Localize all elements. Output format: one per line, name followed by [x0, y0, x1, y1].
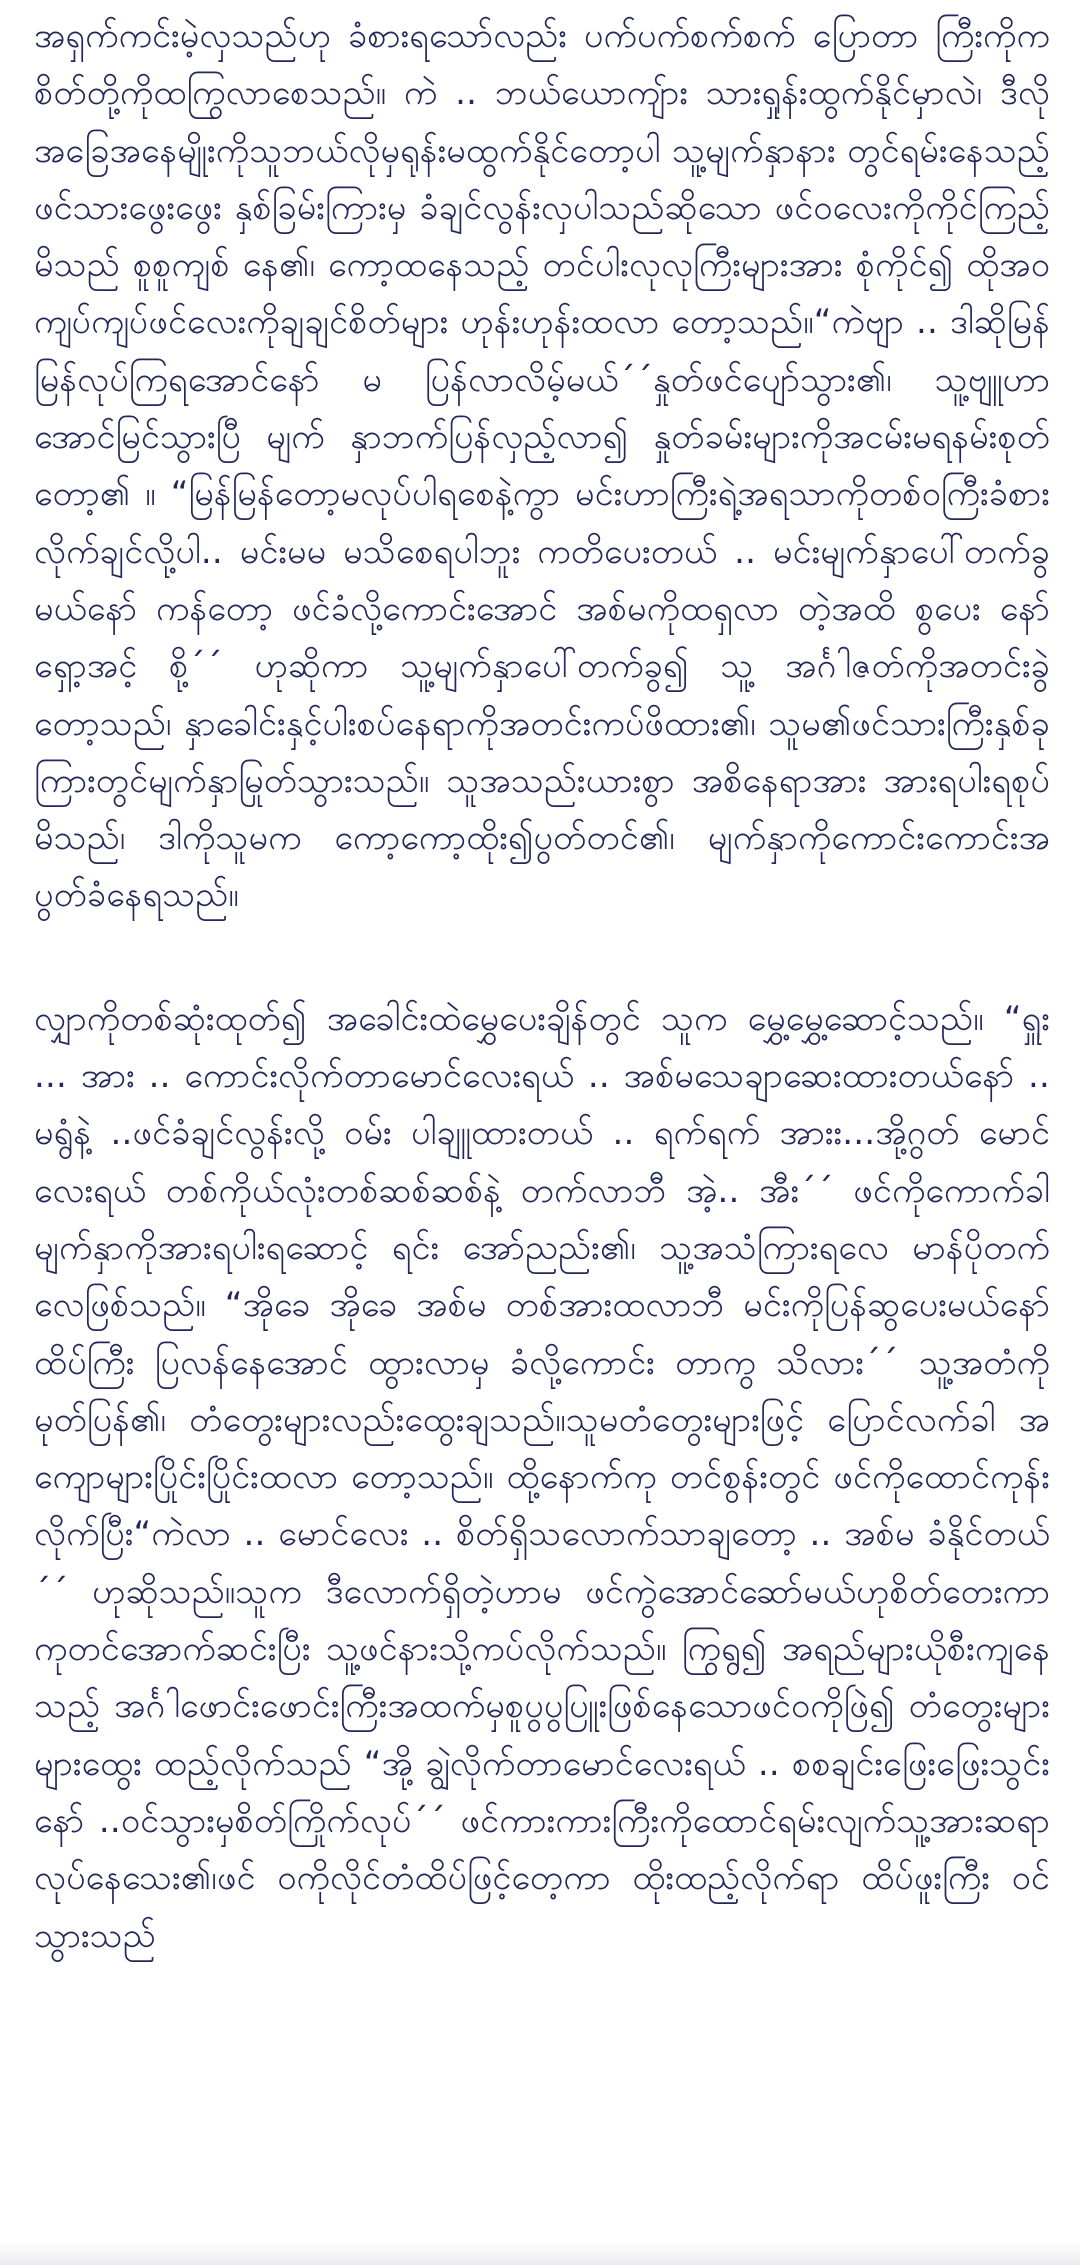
story-paragraph-2: လျှာကိုတစ်ဆုံးထုတ်၍ အခေါင်းထဲမွှေပေးချိန်တွင် သူက မွှေ့မွှေ့ဆောင့်သည်။ “ရှူး ... အား .. ကောင်းလိုက်တာမောင်လေးရယ် .. အစ်မသေချာဆေးထားတယ်နော် .. မရွံနဲ့ ..ဖင်ခံချင်လွန်းလို့ ဝမ်း ပါချူထားတယ် .. ရက်ရက် အားး...အို့ဂွတ် မောင်လေးရယ် တစ်ကိုယ်လုံးတစ်ဆစ်ဆစ်နဲ့ တက်လာဘီ အဲ့.. အီး´´ ဖင်ကိုကောက်ခါ မျက်နှာကိုအားရပါးရဆောင့် ရင်း အော်ညည်း၏၊ သူ့အသံကြားရလေ မာန်ပိုတက်လေဖြစ်သည်။ “အိုခေ အိုခေ အစ်မ တစ်အားထလာဘီ မင်းကိုပြန်ဆွပေးမယ်နော် ထိပ်ကြီး ပြလန်နေအောင် ထွားလာမှ ခံလို့ကောင်း တာကွ သိလား´´ သူ့အတံကို မုတ်ပြန်၏၊ တံတွေးများလည်းထွေးချသည်။သူမတံတွေးများဖြင့် ပြောင်လက်ခါ အကျောများပြိုင်းပြိုင်းထလာ တော့သည်။ ထို့နောက်ကု တင်စွန်းတွင် ဖင်ကိုထောင်ကုန်းလိုက်ပြီး“ကဲလာ .. မောင်လေး .. စိတ်ရှိသလောက်သာချတော့ .. အစ်မ ခံနိုင်တယ် ´´ ဟုဆိုသည်။သူက ဒီလောက်ရှိတဲ့ဟာမ ဖင်ကွဲအောင်ဆော်မယ်ဟုစိတ်တေးကာ ကုတင်အောက်ဆင်းပြီး သူ့ဖင်နားသို့ကပ်လိုက်သည်။ ကြွရွ၍ အရည်များယိုစီးကျနေသည့် အင်္ဂါဖောင်းဖောင်းကြီးအထက်မှစူပွပွပြူးဖြစ်နေသောဖင်ဝကိုဖြဲ၍ တံတွေးများများထွေး ထည့်လိုက်သည် “အို့ ချွဲလိုက်တာမောင်လေးရယ် .. စစချင်းဖြေးဖြေးသွင်းနော် ..ဝင်သွားမှစိတ်ကြိုက်လုပ်´´ ဖင်ကားကားကြီးကိုထောင်ရမ်းလျက်သူ့အားဆရာလုပ်နေသေး၏၊ဖင် ဝကိုလိုင်တံထိပ်ဖြင့်တေ့ကာ ထိုးထည့်လိုက်ရာ ထိပ်ဖူးကြီး ဝင်သွားသည်: [34, 998, 1050, 1956]
story-paragraph-1: အရှက်ကင်းမဲ့လှသည်ဟု ခံစားရသော်လည်း ပက်ပက်စက်စက် ပြောတာ ကြီးကိုက စိတ်တို့ကိုထကြွလာစေသည်။ ကဲ .. ဘယ်ယောကျ်ား သားရှုန်းထွက်နိုင်မှာလဲ၊ ဒီလိုအခြေအနေမျိုးကိုသူဘယ်လိုမှရုန်းမထွက်နိုင်တော့ပါ သူ့မျက်နှာနား တွင်ရမ်းနေသည့် ဖင်သားဖွေးဖွေး နှစ်ခြမ်းကြားမှ ခံချင်လွန်းလှပါသည်ဆိုသော ဖင်ဝလေးကိုကိုင်ကြည့်မိသည် စူစူကျစ် နေ၏၊ ကော့ထနေသည့် တင်ပါးလုလုကြီးများအား စုံကိုင်၍ ထိုအဝကျပ်ကျပ်ဖင်လေးကိုချချင်စိတ်များ ဟုန်းဟုန်းထလာ တော့သည်။“ကဲဗျာ .. ဒါဆိုမြန်မြန်လုပ်ကြရအောင်နော် မ ပြန်လာလိမ့်မယ်´´နှုတ်ဖင်ပျော်သွား၏၊ သူ့ဗျူဟာအောင်မြင်သွားပြီ မျက် နှာဘက်ပြန်လှည့်လာ၍ နှုတ်ခမ်းများကိုအငမ်းမရနမ်းစုတ်တော့၏ ။ “မြန်မြန်တော့မလုပ်ပါရစေနဲ့ကွာ မင်းဟာကြီးရဲ့အရသာကိုတစ်ဝကြီးခံစားလိုက်ချင်လို့ပါ.. မင်းမမ မသိစေရပါဘူး ကတိပေးတယ် .. မင်းမျက်နှာပေါ်တက်ခွမယ်နော် ကန်တော့ ဖင်ခံလို့ကောင်းအောင် အစ်မကိုထရှလာ တဲ့အထိ စွပေး နော် ရှော့အင့် စို့´´ ဟုဆိုကာ သူ့မျက်နှာပေါ်တက်ခွ၍ သူ့ အင်္ဂါဇတ်ကိုအတင်းခွဲတော့သည်၊ နှာခေါင်းနှင့်ပါးစပ်နေရာကိုအတင်းကပ်ဖိထား၏၊ သူမ၏ဖင်သားကြီးနှစ်ခုကြားတွင်မျက်နှာမြုတ်သွားသည်။ သူအသည်းယားစွာ အစိနေရာအား အားရပါးရစုပ်မိသည်၊ ဒါကိုသူမက ကော့ကော့ထိုး၍ပွတ်တင်၏၊ မျက်နှာကိုကောင်းကောင်းအ ပွတ်ခံနေရသည်။: [34, 16, 1050, 916]
bottom-fade: [0, 2241, 1080, 2265]
